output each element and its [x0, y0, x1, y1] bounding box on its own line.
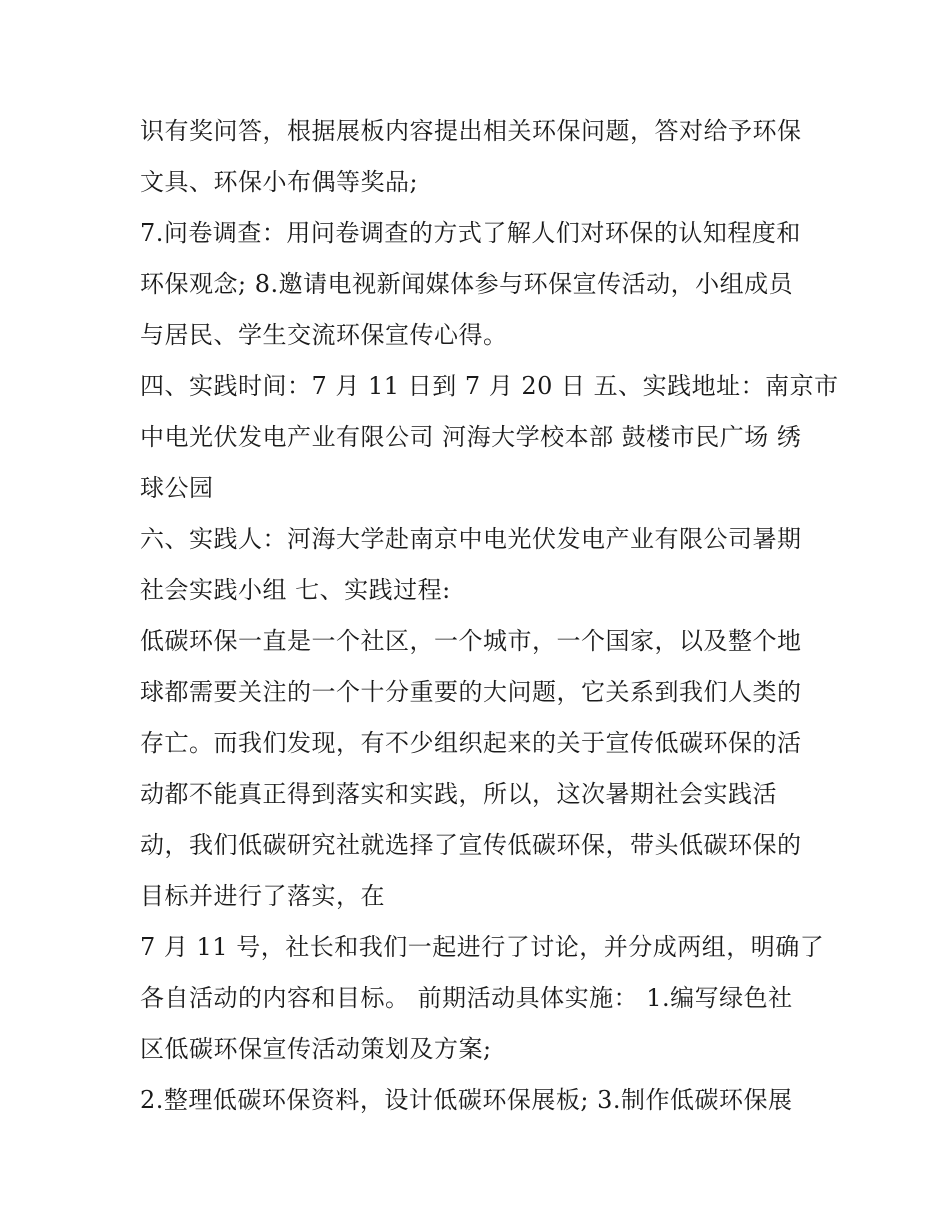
- text-line: 区低碳环保宣传活动策划及方案;: [140, 1035, 492, 1063]
- text-line: 识有奖问答，根据展板内容提出相关环保问题，答对给予环保: [140, 117, 802, 145]
- text-line: 六、实践人：河海大学赴南京中电光伏发电产业有限公司暑期: [140, 525, 802, 553]
- text-line: 各自活动的内容和目标。 前期活动具体实施： 1.编写绿色社: [140, 984, 793, 1012]
- text-line: 7.问卷调查：用问卷调查的方式了解人们对环保的认知程度和: [140, 219, 801, 247]
- text-line: 环保观念; 8.邀请电视新闻媒体参与环保宣传活动，小组成员: [140, 270, 794, 298]
- text-line: 7 月 11 号，社长和我们一起进行了讨论，并分成两组，明确了: [140, 933, 825, 961]
- text-line: 目标并进行了落实，在: [140, 882, 385, 910]
- text-line: 球公园: [140, 474, 214, 502]
- text-line: 文具、环保小布偶等奖品;: [140, 168, 419, 196]
- text-line: 与居民、学生交流环保宣传心得。: [140, 321, 508, 349]
- text-line: 社会实践小组 七、实践过程:: [140, 576, 451, 604]
- text-line: 中电光伏发电产业有限公司 河海大学校本部 鼓楼市民广场 绣: [140, 423, 802, 451]
- text-line: 动都不能真正得到落实和实践，所以，这次暑期社会实践活: [140, 780, 777, 808]
- text-line: 低碳环保一直是一个社区，一个城市，一个国家，以及整个地: [140, 627, 802, 655]
- text-line: 2.整理低碳环保资料，设计低碳环保展板; 3.制作低碳环保展: [140, 1086, 793, 1114]
- text-line: 存亡。而我们发现，有不少组织起来的关于宣传低碳环保的活: [140, 729, 802, 757]
- text-line: 球都需要关注的一个十分重要的大问题，它关系到我们人类的: [140, 678, 802, 706]
- text-line: 四、实践时间：7 月 11 日到 7 月 20 日 五、实践地址：南京市: [140, 372, 839, 400]
- text-line: 动，我们低碳研究社就选择了宣传低碳环保，带头低碳环保的: [140, 831, 802, 859]
- document-body: [140, 106, 839, 1126]
